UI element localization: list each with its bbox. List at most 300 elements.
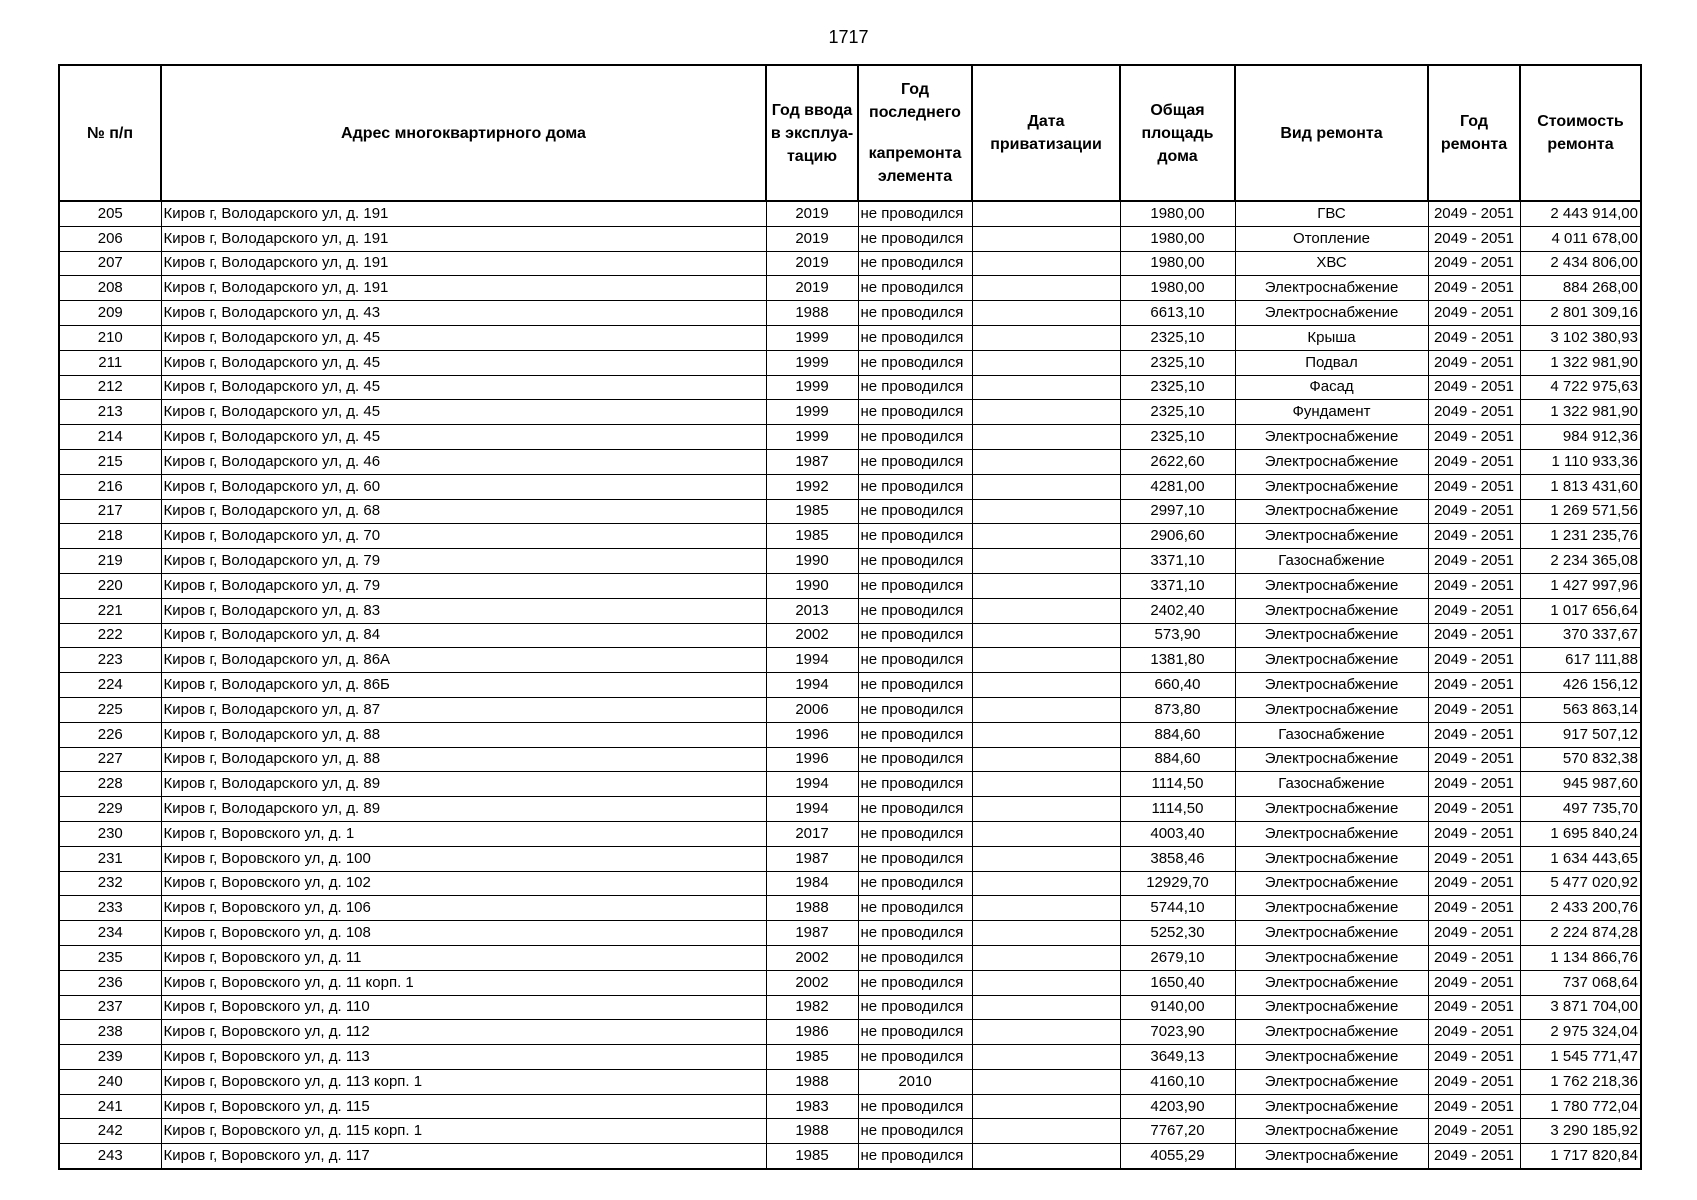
row-privatization <box>972 945 1120 970</box>
row-repair-type: Электроснабжение <box>1235 1045 1428 1070</box>
row-year-commission: 1988 <box>766 1069 858 1094</box>
row-year-commission: 1990 <box>766 573 858 598</box>
table-row <box>59 673 1641 698</box>
row-year-commission: 1987 <box>766 921 858 946</box>
row-privatization <box>972 400 1120 425</box>
row-privatization <box>972 623 1120 648</box>
row-address: Киров г, Воровского ул, д. 1 <box>161 821 766 846</box>
row-area: 1980,00 <box>1120 251 1235 276</box>
row-cost: 1 322 981,90 <box>1520 350 1641 375</box>
row-privatization <box>972 449 1120 474</box>
row-year-commission: 2002 <box>766 970 858 995</box>
row-address: Киров г, Володарского ул, д. 83 <box>161 598 766 623</box>
row-repair-period: 2049 - 2051 <box>1428 201 1520 226</box>
row-last-repair: не проводился <box>858 474 972 499</box>
row-cost: 2 975 324,04 <box>1520 1020 1641 1045</box>
row-privatization <box>972 1020 1120 1045</box>
row-year-commission: 2006 <box>766 697 858 722</box>
row-last-repair: не проводился <box>858 524 972 549</box>
row-repair-period: 2049 - 2051 <box>1428 1045 1520 1070</box>
row-repair-period: 2049 - 2051 <box>1428 1069 1520 1094</box>
row-address: Киров г, Володарского ул, д. 87 <box>161 697 766 722</box>
table-row <box>59 1020 1641 1045</box>
table-row <box>59 747 1641 772</box>
row-repair-type: Газоснабжение <box>1235 549 1428 574</box>
row-num: 226 <box>59 722 161 747</box>
row-address: Киров г, Володарского ул, д. 88 <box>161 747 766 772</box>
row-repair-period: 2049 - 2051 <box>1428 499 1520 524</box>
row-num: 231 <box>59 846 161 871</box>
row-num: 205 <box>59 201 161 226</box>
row-address: Киров г, Володарского ул, д. 84 <box>161 623 766 648</box>
row-address: Киров г, Воровского ул, д. 108 <box>161 921 766 946</box>
row-address: Киров г, Воровского ул, д. 115 корп. 1 <box>161 1119 766 1144</box>
row-repair-period: 2049 - 2051 <box>1428 772 1520 797</box>
row-last-repair: не проводился <box>858 375 972 400</box>
table-row <box>59 1094 1641 1119</box>
row-address: Киров г, Воровского ул, д. 11 корп. 1 <box>161 970 766 995</box>
row-repair-period: 2049 - 2051 <box>1428 573 1520 598</box>
row-repair-period: 2049 - 2051 <box>1428 697 1520 722</box>
row-repair-type: Электроснабжение <box>1235 474 1428 499</box>
row-privatization <box>972 524 1120 549</box>
row-last-repair: не проводился <box>858 549 972 574</box>
row-cost: 984 912,36 <box>1520 425 1641 450</box>
row-num: 219 <box>59 549 161 574</box>
row-repair-type: Электроснабжение <box>1235 524 1428 549</box>
row-cost: 1 322 981,90 <box>1520 400 1641 425</box>
header-privatization: Дата приватизации <box>972 65 1120 201</box>
row-year-commission: 1999 <box>766 400 858 425</box>
row-year-commission: 1994 <box>766 772 858 797</box>
row-last-repair: не проводился <box>858 896 972 921</box>
row-num: 234 <box>59 921 161 946</box>
row-year-commission: 2019 <box>766 201 858 226</box>
row-num: 232 <box>59 871 161 896</box>
row-last-repair: не проводился <box>858 226 972 251</box>
row-cost: 2 234 365,08 <box>1520 549 1641 574</box>
row-privatization <box>972 921 1120 946</box>
table-row <box>59 648 1641 673</box>
row-area: 12929,70 <box>1120 871 1235 896</box>
row-num: 210 <box>59 325 161 350</box>
row-area: 4281,00 <box>1120 474 1235 499</box>
row-repair-type: Электроснабжение <box>1235 945 1428 970</box>
row-privatization <box>972 1094 1120 1119</box>
table-row <box>59 797 1641 822</box>
row-num: 235 <box>59 945 161 970</box>
row-num: 216 <box>59 474 161 499</box>
row-year-commission: 2002 <box>766 945 858 970</box>
row-privatization <box>972 871 1120 896</box>
row-cost: 426 156,12 <box>1520 673 1641 698</box>
row-cost: 563 863,14 <box>1520 697 1641 722</box>
row-year-commission: 2019 <box>766 226 858 251</box>
row-area: 4003,40 <box>1120 821 1235 846</box>
row-address: Киров г, Володарского ул, д. 191 <box>161 226 766 251</box>
row-num: 238 <box>59 1020 161 1045</box>
row-area: 1980,00 <box>1120 276 1235 301</box>
row-year-commission: 1988 <box>766 301 858 326</box>
row-address: Киров г, Воровского ул, д. 113 корп. 1 <box>161 1069 766 1094</box>
row-cost: 1 813 431,60 <box>1520 474 1641 499</box>
row-num: 239 <box>59 1045 161 1070</box>
row-cost: 570 832,38 <box>1520 747 1641 772</box>
row-privatization <box>972 325 1120 350</box>
row-repair-type: Электроснабжение <box>1235 1069 1428 1094</box>
row-address: Киров г, Володарского ул, д. 79 <box>161 549 766 574</box>
table-row <box>59 524 1641 549</box>
row-area: 3858,46 <box>1120 846 1235 871</box>
row-num: 217 <box>59 499 161 524</box>
table-row <box>59 201 1641 226</box>
row-area: 9140,00 <box>1120 995 1235 1020</box>
row-repair-period: 2049 - 2051 <box>1428 896 1520 921</box>
row-repair-type: Электроснабжение <box>1235 573 1428 598</box>
row-privatization <box>972 425 1120 450</box>
row-num: 212 <box>59 375 161 400</box>
table-row <box>59 1119 1641 1144</box>
row-privatization <box>972 722 1120 747</box>
table-row <box>59 896 1641 921</box>
row-cost: 1 134 866,76 <box>1520 945 1641 970</box>
row-last-repair: не проводился <box>858 251 972 276</box>
row-area: 4055,29 <box>1120 1144 1235 1169</box>
row-last-repair: не проводился <box>858 301 972 326</box>
row-year-commission: 1987 <box>766 846 858 871</box>
table-row <box>59 1069 1641 1094</box>
row-repair-type: Фундамент <box>1235 400 1428 425</box>
row-last-repair: не проводился <box>858 673 972 698</box>
row-repair-type: Электроснабжение <box>1235 499 1428 524</box>
row-area: 2325,10 <box>1120 325 1235 350</box>
table-row <box>59 697 1641 722</box>
row-repair-type: Электроснабжение <box>1235 871 1428 896</box>
row-repair-type: Электроснабжение <box>1235 648 1428 673</box>
row-num: 229 <box>59 797 161 822</box>
row-repair-period: 2049 - 2051 <box>1428 623 1520 648</box>
row-privatization <box>972 995 1120 1020</box>
row-num: 233 <box>59 896 161 921</box>
row-num: 223 <box>59 648 161 673</box>
row-repair-type: Электроснабжение <box>1235 1144 1428 1169</box>
row-repair-type: Электроснабжение <box>1235 846 1428 871</box>
row-area: 2906,60 <box>1120 524 1235 549</box>
row-privatization <box>972 499 1120 524</box>
row-area: 5252,30 <box>1120 921 1235 946</box>
row-area: 5744,10 <box>1120 896 1235 921</box>
row-year-commission: 1987 <box>766 449 858 474</box>
header-last-repair-bottom: капремонта элемента <box>868 145 962 185</box>
row-cost: 1 545 771,47 <box>1520 1045 1641 1070</box>
row-repair-period: 2049 - 2051 <box>1428 524 1520 549</box>
row-num: 222 <box>59 623 161 648</box>
row-last-repair: не проводился <box>858 648 972 673</box>
row-area: 2997,10 <box>1120 499 1235 524</box>
header-num: № п/п <box>59 65 161 201</box>
row-privatization <box>972 1045 1120 1070</box>
row-num: 228 <box>59 772 161 797</box>
row-address: Киров г, Володарского ул, д. 70 <box>161 524 766 549</box>
row-repair-period: 2049 - 2051 <box>1428 301 1520 326</box>
row-repair-period: 2049 - 2051 <box>1428 598 1520 623</box>
row-last-repair: не проводился <box>858 797 972 822</box>
row-repair-period: 2049 - 2051 <box>1428 276 1520 301</box>
header-cost: Стоимость ремонта <box>1520 65 1641 201</box>
row-repair-type: Электроснабжение <box>1235 797 1428 822</box>
row-last-repair: не проводился <box>858 821 972 846</box>
table-row <box>59 722 1641 747</box>
row-repair-period: 2049 - 2051 <box>1428 821 1520 846</box>
row-year-commission: 1999 <box>766 350 858 375</box>
table-row <box>59 474 1641 499</box>
row-year-commission: 1996 <box>766 747 858 772</box>
row-address: Киров г, Володарского ул, д. 191 <box>161 276 766 301</box>
row-repair-period: 2049 - 2051 <box>1428 1119 1520 1144</box>
row-cost: 737 068,64 <box>1520 970 1641 995</box>
table-row <box>59 1144 1641 1169</box>
row-last-repair: не проводился <box>858 846 972 871</box>
row-num: 242 <box>59 1119 161 1144</box>
row-num: 207 <box>59 251 161 276</box>
row-privatization <box>972 375 1120 400</box>
table-row <box>59 623 1641 648</box>
row-area: 873,80 <box>1120 697 1235 722</box>
row-repair-period: 2049 - 2051 <box>1428 970 1520 995</box>
row-last-repair: не проводился <box>858 449 972 474</box>
row-area: 2402,40 <box>1120 598 1235 623</box>
row-cost: 1 017 656,64 <box>1520 598 1641 623</box>
repair-register-table <box>58 64 1642 1170</box>
row-num: 224 <box>59 673 161 698</box>
table-row <box>59 573 1641 598</box>
row-privatization <box>972 970 1120 995</box>
row-cost: 1 634 443,65 <box>1520 846 1641 871</box>
row-num: 241 <box>59 1094 161 1119</box>
row-repair-type: ХВС <box>1235 251 1428 276</box>
row-repair-period: 2049 - 2051 <box>1428 549 1520 574</box>
header-repair-type: Вид ремонта <box>1235 65 1428 201</box>
row-area: 2325,10 <box>1120 400 1235 425</box>
row-repair-type: Электроснабжение <box>1235 821 1428 846</box>
row-year-commission: 1985 <box>766 499 858 524</box>
row-privatization <box>972 747 1120 772</box>
row-cost: 2 801 309,16 <box>1520 301 1641 326</box>
row-address: Киров г, Володарского ул, д. 45 <box>161 350 766 375</box>
row-privatization <box>972 474 1120 499</box>
row-year-commission: 1985 <box>766 1144 858 1169</box>
row-cost: 4 011 678,00 <box>1520 226 1641 251</box>
row-num: 221 <box>59 598 161 623</box>
row-privatization <box>972 772 1120 797</box>
row-year-commission: 1983 <box>766 1094 858 1119</box>
row-address: Киров г, Володарского ул, д. 191 <box>161 201 766 226</box>
row-repair-period: 2049 - 2051 <box>1428 350 1520 375</box>
row-year-commission: 2019 <box>766 276 858 301</box>
row-last-repair: не проводился <box>858 573 972 598</box>
row-privatization <box>972 1144 1120 1169</box>
row-cost: 917 507,12 <box>1520 722 1641 747</box>
table-row <box>59 251 1641 276</box>
row-repair-type: Электроснабжение <box>1235 697 1428 722</box>
row-repair-period: 2049 - 2051 <box>1428 871 1520 896</box>
row-repair-period: 2049 - 2051 <box>1428 722 1520 747</box>
row-last-repair: не проводился <box>858 772 972 797</box>
table-row <box>59 276 1641 301</box>
row-area: 3649,13 <box>1120 1045 1235 1070</box>
row-cost: 617 111,88 <box>1520 648 1641 673</box>
row-last-repair: не проводился <box>858 747 972 772</box>
row-num: 211 <box>59 350 161 375</box>
table-row <box>59 821 1641 846</box>
row-year-commission: 1985 <box>766 524 858 549</box>
table-row <box>59 995 1641 1020</box>
row-privatization <box>972 1069 1120 1094</box>
row-privatization <box>972 797 1120 822</box>
row-repair-period: 2049 - 2051 <box>1428 648 1520 673</box>
table-row <box>59 1045 1641 1070</box>
row-privatization <box>972 301 1120 326</box>
row-area: 2325,10 <box>1120 350 1235 375</box>
row-area: 884,60 <box>1120 722 1235 747</box>
table-row <box>59 301 1641 326</box>
row-address: Киров г, Володарского ул, д. 88 <box>161 722 766 747</box>
row-address: Киров г, Воровского ул, д. 102 <box>161 871 766 896</box>
row-num: 209 <box>59 301 161 326</box>
table-row <box>59 499 1641 524</box>
row-year-commission: 1994 <box>766 673 858 698</box>
row-year-commission: 2002 <box>766 623 858 648</box>
row-year-commission: 1994 <box>766 797 858 822</box>
row-area: 3371,10 <box>1120 549 1235 574</box>
row-repair-type: Подвал <box>1235 350 1428 375</box>
row-last-repair: не проводился <box>858 1144 972 1169</box>
row-cost: 2 433 200,76 <box>1520 896 1641 921</box>
row-repair-period: 2049 - 2051 <box>1428 1020 1520 1045</box>
row-year-commission: 1988 <box>766 1119 858 1144</box>
row-repair-type: Электроснабжение <box>1235 623 1428 648</box>
row-address: Киров г, Володарского ул, д. 43 <box>161 301 766 326</box>
header-year-commission: Год ввода в эксплуа-тацию <box>766 65 858 201</box>
table-body <box>59 201 1641 1169</box>
row-num: 237 <box>59 995 161 1020</box>
row-num: 218 <box>59 524 161 549</box>
row-cost: 2 224 874,28 <box>1520 921 1641 946</box>
row-address: Киров г, Володарского ул, д. 46 <box>161 449 766 474</box>
row-address: Киров г, Володарского ул, д. 86А <box>161 648 766 673</box>
row-address: Киров г, Володарского ул, д. 45 <box>161 325 766 350</box>
row-repair-period: 2049 - 2051 <box>1428 995 1520 1020</box>
row-address: Киров г, Воровского ул, д. 112 <box>161 1020 766 1045</box>
row-area: 3371,10 <box>1120 573 1235 598</box>
header-last-repair-top: Год последнего <box>869 81 961 121</box>
row-num: 225 <box>59 697 161 722</box>
row-address: Киров г, Воровского ул, д. 11 <box>161 945 766 970</box>
row-num: 240 <box>59 1069 161 1094</box>
row-last-repair: не проводился <box>858 1045 972 1070</box>
row-address: Киров г, Володарского ул, д. 89 <box>161 772 766 797</box>
row-repair-type: Фасад <box>1235 375 1428 400</box>
page-number: 1717 <box>828 27 869 47</box>
row-repair-period: 2049 - 2051 <box>1428 251 1520 276</box>
row-cost: 1 762 218,36 <box>1520 1069 1641 1094</box>
row-last-repair: не проводился <box>858 201 972 226</box>
row-year-commission: 2019 <box>766 251 858 276</box>
row-repair-type: Электроснабжение <box>1235 598 1428 623</box>
row-repair-type: Электроснабжение <box>1235 921 1428 946</box>
row-num: 220 <box>59 573 161 598</box>
row-num: 214 <box>59 425 161 450</box>
row-cost: 370 337,67 <box>1520 623 1641 648</box>
row-privatization <box>972 226 1120 251</box>
row-repair-period: 2049 - 2051 <box>1428 375 1520 400</box>
row-privatization <box>972 276 1120 301</box>
row-repair-period: 2049 - 2051 <box>1428 400 1520 425</box>
row-repair-type: Электроснабжение <box>1235 970 1428 995</box>
row-year-commission: 1992 <box>766 474 858 499</box>
row-repair-type: ГВС <box>1235 201 1428 226</box>
table-row <box>59 871 1641 896</box>
table-row <box>59 945 1641 970</box>
row-repair-type: Электроснабжение <box>1235 673 1428 698</box>
table-header-row <box>59 65 1641 201</box>
row-area: 4203,90 <box>1120 1094 1235 1119</box>
row-privatization <box>972 697 1120 722</box>
row-privatization <box>972 648 1120 673</box>
row-year-commission: 1999 <box>766 425 858 450</box>
row-year-commission: 1994 <box>766 648 858 673</box>
row-repair-period: 2049 - 2051 <box>1428 945 1520 970</box>
row-area: 1980,00 <box>1120 201 1235 226</box>
row-privatization <box>972 201 1120 226</box>
table-row <box>59 350 1641 375</box>
row-last-repair: не проводился <box>858 970 972 995</box>
table-row <box>59 226 1641 251</box>
row-area: 1381,80 <box>1120 648 1235 673</box>
row-repair-period: 2049 - 2051 <box>1428 325 1520 350</box>
row-num: 215 <box>59 449 161 474</box>
row-repair-period: 2049 - 2051 <box>1428 226 1520 251</box>
row-repair-type: Крыша <box>1235 325 1428 350</box>
row-repair-type: Электроснабжение <box>1235 1020 1428 1045</box>
row-year-commission: 1999 <box>766 325 858 350</box>
row-area: 7767,20 <box>1120 1119 1235 1144</box>
row-last-repair: не проводился <box>858 722 972 747</box>
row-last-repair: не проводился <box>858 350 972 375</box>
row-cost: 3 102 380,93 <box>1520 325 1641 350</box>
table-row <box>59 598 1641 623</box>
row-year-commission: 1982 <box>766 995 858 1020</box>
table-row <box>59 425 1641 450</box>
row-cost: 2 434 806,00 <box>1520 251 1641 276</box>
row-last-repair: не проводился <box>858 276 972 301</box>
row-repair-period: 2049 - 2051 <box>1428 1094 1520 1119</box>
row-address: Киров г, Воровского ул, д. 113 <box>161 1045 766 1070</box>
row-address: Киров г, Володарского ул, д. 86Б <box>161 673 766 698</box>
row-address: Киров г, Володарского ул, д. 45 <box>161 375 766 400</box>
row-address: Киров г, Володарского ул, д. 191 <box>161 251 766 276</box>
row-year-commission: 1999 <box>766 375 858 400</box>
row-repair-type: Электроснабжение <box>1235 449 1428 474</box>
row-area: 1114,50 <box>1120 797 1235 822</box>
row-privatization <box>972 549 1120 574</box>
row-year-commission: 1986 <box>766 1020 858 1045</box>
row-address: Киров г, Володарского ул, д. 45 <box>161 425 766 450</box>
row-cost: 945 987,60 <box>1520 772 1641 797</box>
row-repair-period: 2049 - 2051 <box>1428 449 1520 474</box>
row-cost: 497 735,70 <box>1520 797 1641 822</box>
row-address: Киров г, Воровского ул, д. 115 <box>161 1094 766 1119</box>
